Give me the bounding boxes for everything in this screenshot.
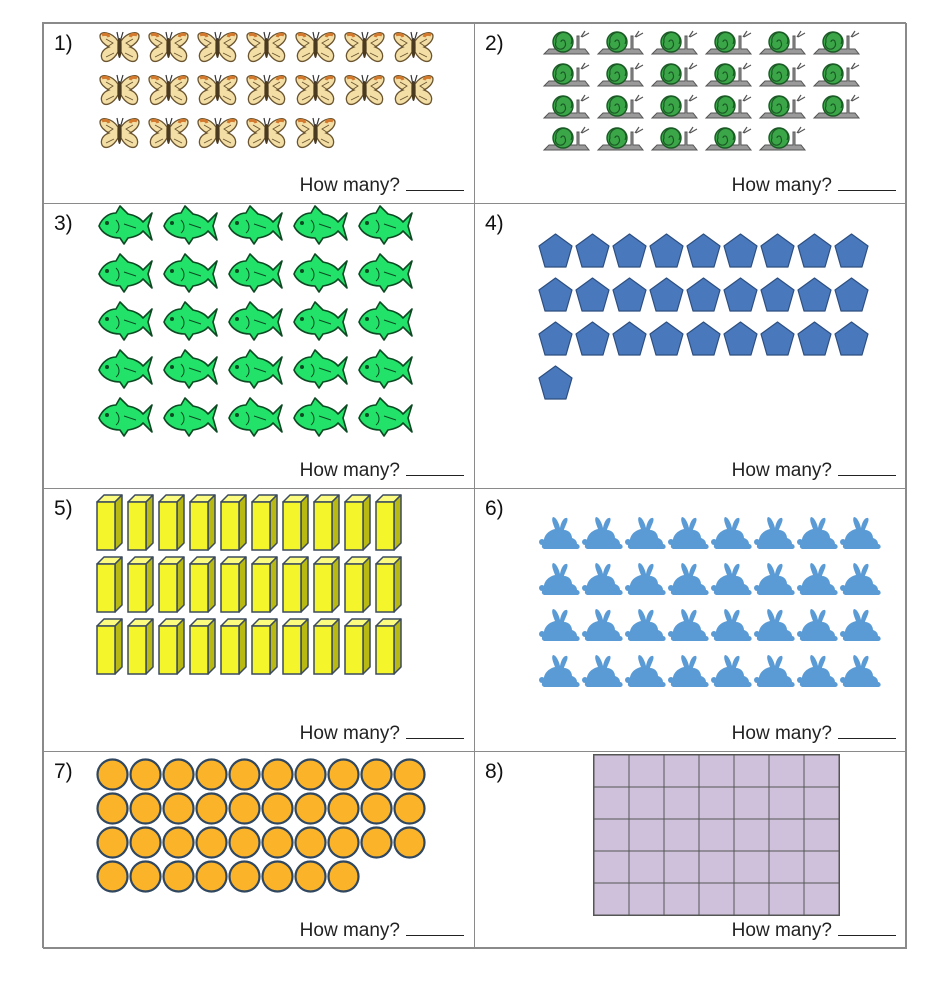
answer-blank[interactable]	[406, 921, 464, 936]
butterfly-icon	[244, 116, 293, 159]
rabbit-icon	[539, 653, 582, 699]
rabbit-icon	[797, 561, 840, 607]
square-icon	[699, 851, 734, 883]
pentagon-icon	[648, 232, 685, 276]
snail-icon	[757, 60, 811, 92]
snail-icon	[649, 92, 703, 124]
fish-icon	[291, 348, 356, 396]
fish-icon	[291, 396, 356, 444]
question-label: How many?	[299, 460, 400, 481]
butterfly-group	[97, 30, 440, 159]
butterfly-icon	[391, 73, 440, 116]
pentagon-icon	[722, 232, 759, 276]
pentagon-icon	[759, 276, 796, 320]
fish-icon	[356, 396, 421, 444]
rabbit-icon	[840, 561, 883, 607]
square-icon	[664, 819, 699, 851]
fish-icon	[291, 204, 356, 252]
circle-icon	[96, 758, 129, 792]
snail-icon	[757, 28, 811, 60]
circle-icon	[294, 758, 327, 792]
pentagon-icon	[796, 232, 833, 276]
pentagon-icon	[833, 232, 870, 276]
problem-number: 6)	[485, 497, 504, 520]
fish-icon	[161, 300, 226, 348]
snail-icon	[649, 28, 703, 60]
pentagon-icon	[611, 320, 648, 364]
snail-icon	[541, 124, 595, 156]
pentagon-icon	[574, 276, 611, 320]
circle-icon	[129, 792, 162, 826]
answer-blank[interactable]	[406, 461, 464, 476]
square-icon	[699, 755, 734, 787]
circle-icon	[162, 792, 195, 826]
question-label: How many?	[731, 723, 832, 744]
block-icon	[342, 554, 373, 616]
question-prompt	[300, 723, 464, 745]
pentagon-icon	[537, 232, 574, 276]
square-icon	[734, 787, 769, 819]
circle-icon	[228, 860, 261, 894]
square-icon	[804, 819, 839, 851]
circle-icon	[261, 826, 294, 860]
snail-icon	[811, 60, 865, 92]
circle-icon	[195, 860, 228, 894]
rabbit-icon	[668, 653, 711, 699]
butterfly-icon	[146, 116, 195, 159]
snail-icon	[541, 28, 595, 60]
fish-icon	[161, 396, 226, 444]
snail-icon	[703, 124, 757, 156]
rabbit-icon	[668, 515, 711, 561]
problem-7	[43, 751, 475, 949]
fish-icon	[226, 204, 291, 252]
answer-blank[interactable]	[838, 921, 896, 936]
circle-icon	[294, 826, 327, 860]
rabbit-icon	[840, 607, 883, 653]
circle-icon	[96, 860, 129, 894]
block-icon	[187, 554, 218, 616]
block-icon	[280, 554, 311, 616]
circle-icon	[393, 758, 426, 792]
rabbit-icon	[539, 561, 582, 607]
butterfly-icon	[342, 73, 391, 116]
question-prompt	[732, 920, 896, 942]
circle-icon	[228, 826, 261, 860]
answer-blank[interactable]	[838, 724, 896, 739]
pentagon-icon	[759, 320, 796, 364]
butterfly-icon	[244, 30, 293, 73]
butterfly-icon	[293, 116, 342, 159]
snail-icon	[595, 124, 649, 156]
block-icon	[249, 492, 280, 554]
fish-group	[96, 204, 421, 444]
block-icon	[218, 616, 249, 678]
question-prompt	[300, 175, 464, 197]
pentagon-icon	[722, 320, 759, 364]
square-icon	[769, 819, 804, 851]
snail-icon	[649, 60, 703, 92]
square-icon	[594, 819, 629, 851]
rabbit-icon	[840, 515, 883, 561]
square-icon	[629, 819, 664, 851]
question-prompt	[732, 723, 896, 745]
circle-icon	[261, 758, 294, 792]
square-icon	[804, 851, 839, 883]
question-label: How many?	[299, 175, 400, 196]
problem-4	[474, 203, 907, 489]
butterfly-icon	[195, 73, 244, 116]
circle-icon	[228, 758, 261, 792]
circle-icon	[393, 792, 426, 826]
question-label: How many?	[731, 460, 832, 481]
circle-icon	[261, 860, 294, 894]
pentagon-icon	[574, 232, 611, 276]
circle-icon	[162, 860, 195, 894]
answer-blank[interactable]	[838, 176, 896, 191]
square-icon	[664, 787, 699, 819]
fish-icon	[291, 300, 356, 348]
square-icon	[629, 883, 664, 915]
square-icon	[699, 883, 734, 915]
square-icon	[699, 819, 734, 851]
square-icon	[734, 883, 769, 915]
problem-6	[474, 488, 907, 752]
circle-icon	[393, 826, 426, 860]
pentagon-icon	[796, 320, 833, 364]
question-prompt	[732, 460, 896, 482]
pentagon-icon	[685, 320, 722, 364]
fish-icon	[356, 348, 421, 396]
circle-icon	[327, 826, 360, 860]
block-icon	[280, 616, 311, 678]
rabbit-icon	[711, 653, 754, 699]
butterfly-icon	[146, 30, 195, 73]
square-icon	[699, 787, 734, 819]
block-icon	[156, 554, 187, 616]
circle-icon	[129, 826, 162, 860]
pentagon-icon	[722, 276, 759, 320]
pentagon-icon	[537, 364, 574, 408]
circle-icon	[96, 792, 129, 826]
problem-8	[474, 751, 907, 949]
square-icon	[804, 883, 839, 915]
snail-icon	[811, 28, 865, 60]
square-icon	[629, 755, 664, 787]
block-icon	[280, 492, 311, 554]
circle-icon	[294, 860, 327, 894]
pentagon-icon	[648, 320, 685, 364]
square-icon	[594, 851, 629, 883]
butterfly-icon	[342, 30, 391, 73]
rabbit-icon	[539, 607, 582, 653]
fish-icon	[356, 300, 421, 348]
block-icon	[311, 492, 342, 554]
rabbit-icon	[754, 515, 797, 561]
fish-icon	[161, 348, 226, 396]
question-prompt	[300, 920, 464, 942]
rabbit-icon	[582, 561, 625, 607]
block-icon	[373, 492, 404, 554]
block-icon	[94, 616, 125, 678]
snail-icon	[811, 92, 865, 124]
square-icon	[594, 883, 629, 915]
circle-icon	[96, 826, 129, 860]
circle-group	[96, 758, 426, 894]
rabbit-icon	[582, 515, 625, 561]
problem-2	[474, 23, 907, 204]
pentagon-icon	[611, 232, 648, 276]
rabbit-icon	[754, 653, 797, 699]
snail-icon	[649, 124, 703, 156]
problem-number: 1)	[54, 32, 73, 55]
pentagon-group	[537, 232, 870, 408]
block-icon	[94, 554, 125, 616]
square-icon	[664, 755, 699, 787]
pentagon-icon	[833, 320, 870, 364]
rabbit-icon	[711, 607, 754, 653]
square-icon	[769, 883, 804, 915]
butterfly-icon	[293, 30, 342, 73]
fish-icon	[356, 252, 421, 300]
snail-icon	[703, 60, 757, 92]
circle-icon	[195, 826, 228, 860]
circle-icon	[261, 792, 294, 826]
problem-number: 3)	[54, 212, 73, 235]
block-icon	[125, 616, 156, 678]
question-label: How many?	[299, 920, 400, 941]
fish-icon	[356, 204, 421, 252]
pentagon-icon	[796, 276, 833, 320]
block-icon	[342, 616, 373, 678]
square-icon	[734, 819, 769, 851]
pentagon-icon	[648, 276, 685, 320]
block-icon	[342, 492, 373, 554]
block-icon	[156, 492, 187, 554]
snail-icon	[541, 92, 595, 124]
problem-number: 2)	[485, 32, 504, 55]
rabbit-icon	[582, 607, 625, 653]
rabbit-icon	[840, 653, 883, 699]
block-icon	[373, 554, 404, 616]
rabbit-icon	[754, 607, 797, 653]
square-icon	[629, 787, 664, 819]
rabbit-icon	[625, 515, 668, 561]
pentagon-icon	[685, 276, 722, 320]
rabbit-icon	[668, 561, 711, 607]
butterfly-icon	[391, 30, 440, 73]
block-icon	[311, 616, 342, 678]
butterfly-icon	[146, 73, 195, 116]
snail-icon	[757, 124, 811, 156]
square-grid	[593, 754, 840, 916]
square-icon	[594, 787, 629, 819]
circle-icon	[228, 792, 261, 826]
butterfly-icon	[97, 30, 146, 73]
fish-icon	[96, 396, 161, 444]
problem-5	[43, 488, 475, 752]
answer-blank[interactable]	[406, 176, 464, 191]
snail-icon	[595, 28, 649, 60]
fish-icon	[226, 348, 291, 396]
pentagon-icon	[759, 232, 796, 276]
pentagon-icon	[537, 276, 574, 320]
circle-icon	[195, 792, 228, 826]
butterfly-icon	[293, 73, 342, 116]
rabbit-icon	[625, 561, 668, 607]
butterfly-icon	[195, 30, 244, 73]
butterfly-icon	[97, 73, 146, 116]
question-prompt	[732, 175, 896, 197]
circle-icon	[162, 826, 195, 860]
fish-icon	[161, 252, 226, 300]
rabbit-icon	[625, 653, 668, 699]
rabbit-icon	[711, 515, 754, 561]
rabbit-icon	[582, 653, 625, 699]
block-icon	[125, 554, 156, 616]
block-icon	[373, 616, 404, 678]
square-icon	[769, 851, 804, 883]
square-icon	[664, 883, 699, 915]
pentagon-icon	[833, 276, 870, 320]
snail-icon	[703, 92, 757, 124]
circle-icon	[360, 826, 393, 860]
fish-icon	[226, 300, 291, 348]
snail-icon	[595, 60, 649, 92]
square-icon	[804, 755, 839, 787]
rabbit-icon	[797, 515, 840, 561]
rabbit-icon	[539, 515, 582, 561]
fish-icon	[226, 396, 291, 444]
snail-icon	[595, 92, 649, 124]
question-label: How many?	[731, 920, 832, 941]
rabbit-group	[539, 515, 883, 699]
pentagon-icon	[611, 276, 648, 320]
square-icon	[594, 755, 629, 787]
fish-icon	[96, 204, 161, 252]
fish-icon	[96, 252, 161, 300]
worksheet	[42, 22, 906, 948]
block-icon	[187, 616, 218, 678]
circle-icon	[327, 758, 360, 792]
circle-icon	[129, 758, 162, 792]
rabbit-icon	[797, 607, 840, 653]
block-icon	[94, 492, 125, 554]
snail-icon	[757, 92, 811, 124]
problem-number: 5)	[54, 497, 73, 520]
problem-1	[43, 23, 475, 204]
butterfly-icon	[195, 116, 244, 159]
problem-number: 4)	[485, 212, 504, 235]
butterfly-icon	[244, 73, 293, 116]
square-icon	[769, 755, 804, 787]
snail-icon	[541, 60, 595, 92]
block-icon	[218, 492, 249, 554]
rabbit-icon	[797, 653, 840, 699]
butterfly-icon	[97, 116, 146, 159]
rabbit-icon	[711, 561, 754, 607]
block-icon	[125, 492, 156, 554]
rabbit-icon	[668, 607, 711, 653]
circle-icon	[327, 792, 360, 826]
pentagon-icon	[685, 232, 722, 276]
circle-icon	[129, 860, 162, 894]
circle-icon	[195, 758, 228, 792]
square-icon	[664, 851, 699, 883]
block-group	[94, 492, 404, 678]
pentagon-icon	[537, 320, 574, 364]
circle-icon	[294, 792, 327, 826]
block-icon	[311, 554, 342, 616]
square-icon	[804, 787, 839, 819]
problem-number: 7)	[54, 760, 73, 783]
question-label: How many?	[299, 723, 400, 744]
question-prompt	[300, 460, 464, 482]
question-label: How many?	[731, 175, 832, 196]
problem-3	[43, 203, 475, 489]
square-icon	[769, 787, 804, 819]
fish-icon	[291, 252, 356, 300]
circle-icon	[327, 860, 360, 894]
answer-blank[interactable]	[838, 461, 896, 476]
circle-icon	[360, 792, 393, 826]
rabbit-icon	[754, 561, 797, 607]
pentagon-icon	[574, 320, 611, 364]
block-icon	[156, 616, 187, 678]
block-icon	[249, 616, 280, 678]
block-icon	[249, 554, 280, 616]
square-icon	[734, 755, 769, 787]
snail-group	[541, 28, 865, 156]
answer-blank[interactable]	[406, 724, 464, 739]
problem-number: 8)	[485, 760, 504, 783]
square-icon	[629, 851, 664, 883]
rabbit-icon	[625, 607, 668, 653]
block-icon	[218, 554, 249, 616]
fish-icon	[161, 204, 226, 252]
circle-icon	[360, 758, 393, 792]
fish-icon	[96, 300, 161, 348]
fish-icon	[96, 348, 161, 396]
circle-icon	[162, 758, 195, 792]
snail-icon	[703, 28, 757, 60]
fish-icon	[226, 252, 291, 300]
block-icon	[187, 492, 218, 554]
square-icon	[734, 851, 769, 883]
